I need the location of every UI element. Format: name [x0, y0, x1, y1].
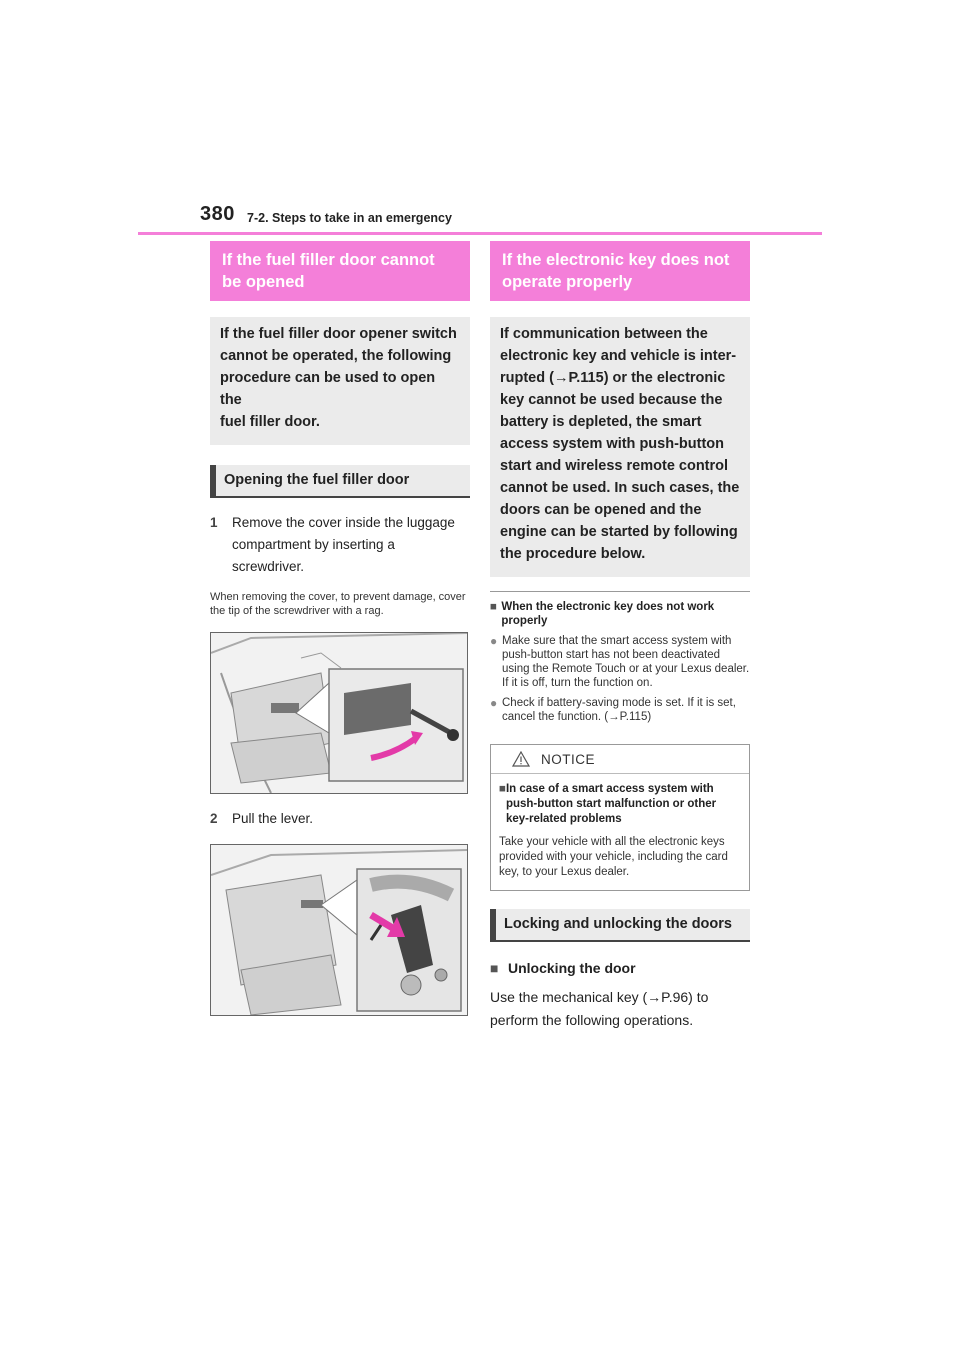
- electronic-key-banner: [490, 241, 750, 301]
- intro-line: electronic key and vehicle is inter-: [500, 348, 737, 364]
- banner-line: If the fuel filler door cannot: [222, 251, 435, 269]
- step-2: [210, 808, 470, 830]
- banner-line: be opened: [222, 273, 305, 291]
- round-bullet-icon: ●: [490, 696, 498, 710]
- intro-line: the procedure below.: [500, 546, 646, 562]
- intro-line: If the fuel filler door opener switch: [220, 326, 457, 342]
- square-bullet-icon: ■: [490, 960, 499, 976]
- intro-line: If communication between the: [500, 326, 708, 342]
- info-heading: [490, 600, 750, 628]
- step-text: Remove the cover inside the luggage compartment by inserting a screwdriver.: [232, 515, 455, 574]
- bullet-text: Check if battery-saving mode is set. If it is set, cancel the function. (→P.115): [502, 697, 736, 723]
- banner-line: operate properly: [502, 273, 633, 291]
- info-bullet: [490, 696, 750, 724]
- electronic-key-intro: [490, 317, 750, 577]
- lever-pull-illustration: [210, 844, 468, 1016]
- cover-removal-drawing: [211, 633, 468, 794]
- banner-line: If the electronic key does not: [502, 251, 730, 269]
- step-1: [210, 512, 470, 578]
- lever-pull-drawing: [211, 845, 468, 1016]
- step-number: 1: [210, 515, 218, 530]
- intro-line: doors can be opened and the: [500, 502, 702, 518]
- notice-label: NOTICE: [541, 751, 596, 767]
- right-column: [490, 241, 750, 1032]
- fuel-door-banner: [210, 241, 470, 301]
- intro-line: access system with push-button: [500, 436, 724, 452]
- intro-line: battery is depleted, the smart: [500, 414, 702, 430]
- notice-title: [491, 745, 749, 774]
- square-bullet-icon: ■: [490, 601, 497, 613]
- page-number: 380: [200, 203, 235, 225]
- intro-line: cannot be operated, the following: [220, 348, 452, 364]
- intro-line: fuel filler door.: [220, 414, 320, 430]
- step-1-note: When removing the cover, to prevent damage, cover the tip of the screwdriver with a rag.: [210, 591, 466, 617]
- notice-body: [491, 774, 749, 890]
- left-column: [210, 241, 470, 1016]
- intro-line: engine can be started by following: [500, 524, 738, 540]
- notice-box: [490, 744, 750, 891]
- locking-doors-heading: [490, 909, 750, 942]
- info-bullet: [490, 634, 750, 690]
- header-rule: [138, 232, 822, 235]
- notice-heading: [499, 782, 741, 827]
- intro-line: key cannot be used because the: [500, 392, 723, 408]
- step-text: Pull the lever.: [232, 811, 314, 826]
- opening-fuel-door-heading: [210, 465, 470, 498]
- square-bullet-icon: ■: [499, 783, 506, 795]
- unlocking-heading: [490, 960, 750, 976]
- notice-heading-text: In case of a smart access system with push-button start malfunction or other key-related problems: [505, 783, 717, 825]
- intro-line: procedure can be used to open the: [220, 370, 436, 408]
- bullet-text: Make sure that the smart access system with push-button start has not been deactivated using the Remote Touch or at your Lexus dealer. If it is off, turn the function on.: [502, 635, 750, 689]
- intro-line: start and wireless remote control: [500, 458, 729, 474]
- round-bullet-icon: ●: [490, 634, 498, 648]
- running-header: 7-2. Steps to take in an emergency: [247, 211, 452, 225]
- notice-text: Take your vehicle with all the electronic keys provided with your vehicle, including the card key, to your Lexus dealer.: [499, 836, 728, 878]
- step-number: 2: [210, 811, 218, 826]
- warning-triangle-icon: [501, 751, 541, 767]
- intro-line: cannot be used. In such cases, the: [500, 480, 740, 496]
- subheading-text: Locking and unlocking the doors: [504, 916, 732, 932]
- cover-removal-illustration: [210, 632, 468, 794]
- unlocking-heading-text: Unlocking the door: [508, 960, 636, 976]
- info-heading-text: When the electronic key does not work properly: [501, 601, 715, 627]
- subheading-text: Opening the fuel filler door: [224, 472, 410, 488]
- fuel-door-intro: [210, 317, 470, 445]
- intro-line: rupted (→P.115) or the electronic: [500, 370, 726, 386]
- info-section: [490, 591, 750, 724]
- unlocking-instructions: Use the mechanical key (→P.96) to perform the following operations.: [490, 989, 709, 1028]
